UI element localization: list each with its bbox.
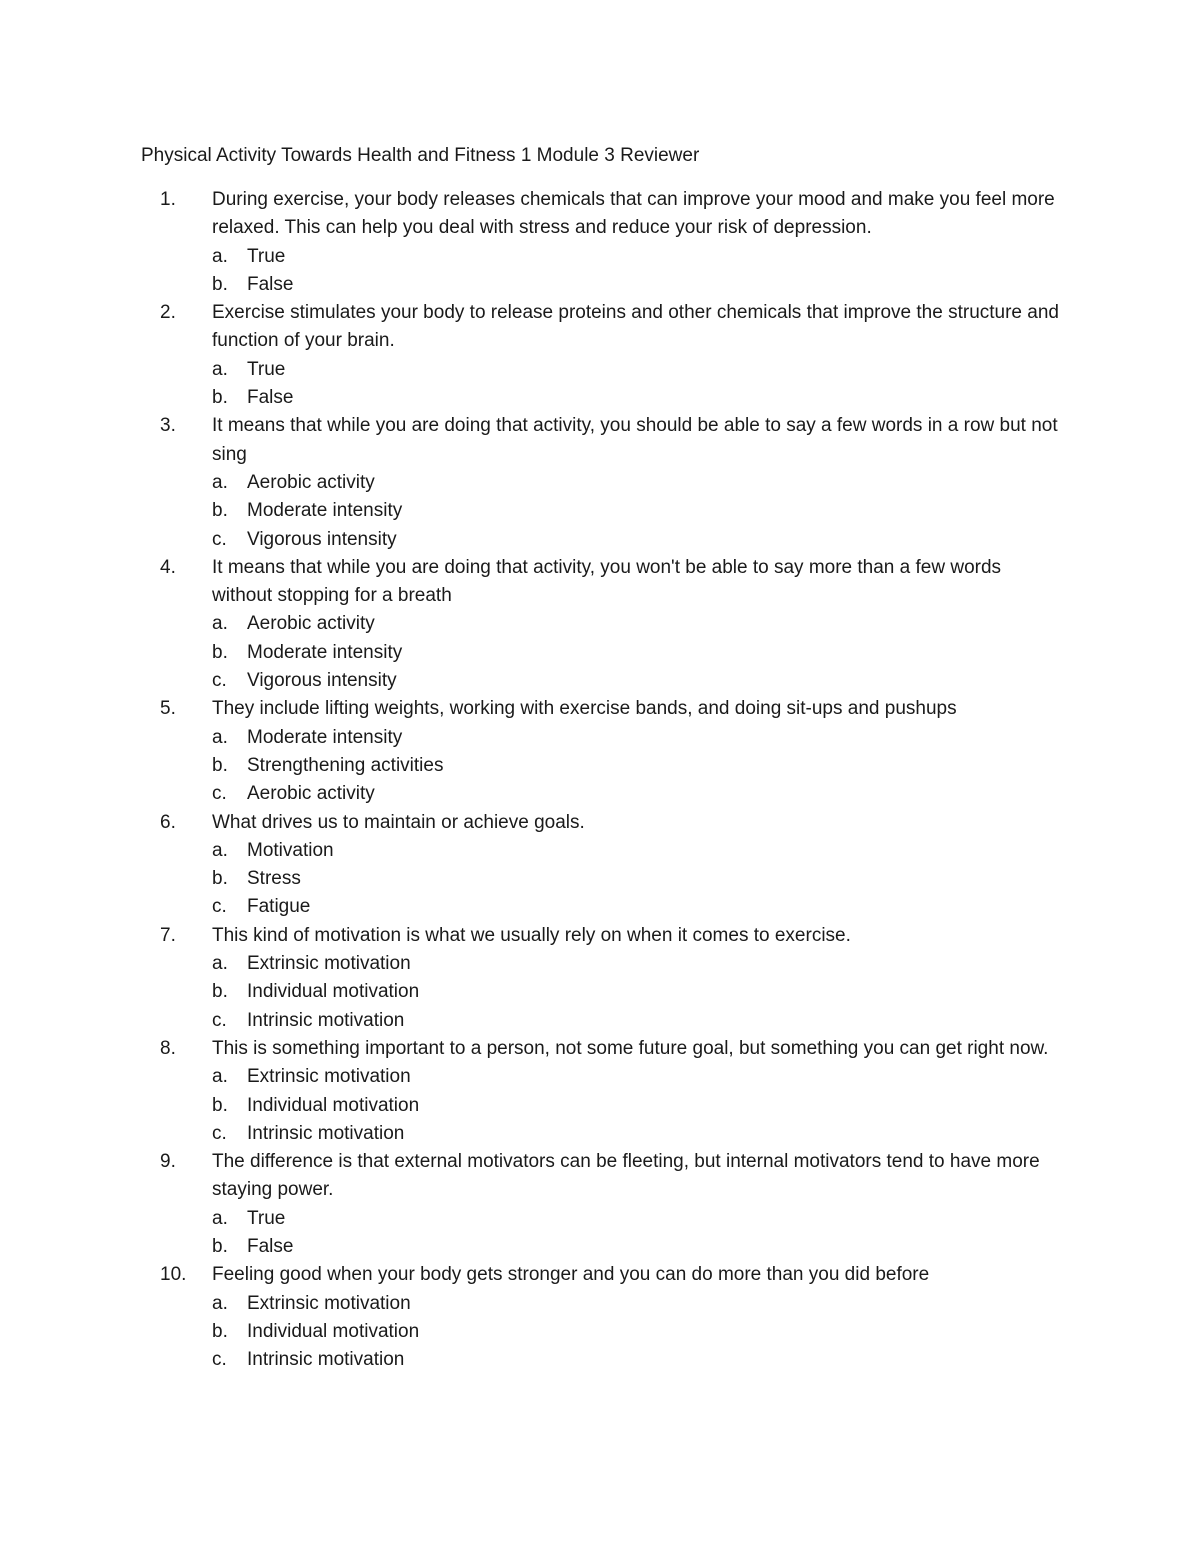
- option-text: True: [247, 358, 286, 380]
- option-letter: a.: [212, 726, 228, 748]
- option-letter: c.: [212, 1009, 227, 1031]
- option-text: Individual motivation: [247, 1094, 420, 1116]
- option-letter: a.: [212, 1292, 228, 1314]
- option-letter: c.: [212, 528, 227, 550]
- question-number: 10.: [160, 1264, 187, 1286]
- question-item: [0, 299, 1200, 412]
- question-item: [0, 1035, 1200, 1148]
- option-letter: a.: [212, 1066, 228, 1088]
- question-number: 2.: [160, 302, 176, 324]
- option-text: Moderate intensity: [247, 641, 403, 663]
- option-letter: c.: [212, 783, 227, 805]
- option-letter: a.: [212, 839, 228, 861]
- option-text: Extrinsic motivation: [247, 1066, 411, 1088]
- option-letter: a.: [212, 358, 228, 380]
- answer-option: [0, 837, 1200, 865]
- option-letter: a.: [212, 245, 228, 267]
- answer-options: [0, 950, 1200, 1035]
- option-letter: a.: [212, 1207, 228, 1229]
- option-text: Moderate intensity: [247, 726, 403, 748]
- question-text: This is something important to a person, not some future goal, but something you can get right now.: [212, 1037, 1049, 1059]
- answer-option: [0, 639, 1200, 667]
- answer-option: [0, 978, 1200, 1006]
- question-item: [0, 412, 1200, 553]
- question-item: [0, 1148, 1200, 1261]
- answer-options: [0, 469, 1200, 554]
- question-number: 9.: [160, 1151, 176, 1173]
- option-text: Extrinsic motivation: [247, 953, 411, 975]
- answer-option: [0, 1063, 1200, 1091]
- question-text: What drives us to maintain or achieve goals.: [212, 811, 585, 833]
- option-letter: c.: [212, 670, 227, 692]
- option-letter: b.: [212, 273, 228, 295]
- answer-options: [0, 356, 1200, 413]
- option-letter: c.: [212, 1349, 227, 1371]
- option-text: True: [247, 1207, 286, 1229]
- option-letter: b.: [212, 868, 228, 890]
- answer-option: [0, 526, 1200, 554]
- option-letter: b.: [212, 1320, 228, 1342]
- question-number: 7.: [160, 924, 176, 946]
- option-text: False: [247, 387, 294, 409]
- option-letter: c.: [212, 1122, 227, 1144]
- answer-option: [0, 893, 1200, 921]
- answer-option: [0, 469, 1200, 497]
- answer-option: [0, 865, 1200, 893]
- question-list: [0, 186, 1200, 1374]
- option-letter: b.: [212, 1235, 228, 1257]
- answer-options: [0, 724, 1200, 809]
- question-text: Exercise stimulates your body to release proteins and other chemicals that improve the structure and function of your brain.: [212, 302, 1059, 352]
- option-letter: b.: [212, 387, 228, 409]
- option-text: Individual motivation: [247, 981, 420, 1003]
- question-text: It means that while you are doing that activity, you should be able to say a few words in a row but not sing: [212, 415, 1058, 465]
- question-number: 3.: [160, 415, 176, 437]
- option-text: Extrinsic motivation: [247, 1292, 411, 1314]
- answer-option: [0, 1318, 1200, 1346]
- answer-options: [0, 837, 1200, 922]
- option-letter: a.: [212, 613, 228, 635]
- answer-option: [0, 1120, 1200, 1148]
- answer-options: [0, 1205, 1200, 1262]
- question-text: During exercise, your body releases chemicals that can improve your mood and make you feel more relaxed. This can help you deal with stress and reduce your risk of depression.: [212, 189, 1055, 239]
- question-item: [0, 554, 1200, 695]
- question-number: 1.: [160, 189, 176, 210]
- option-text: Intrinsic motivation: [247, 1122, 405, 1144]
- option-text: False: [247, 273, 294, 295]
- answer-option: [0, 1290, 1200, 1318]
- option-letter: b.: [212, 641, 228, 663]
- answer-options: [0, 1063, 1200, 1148]
- answer-options: [0, 243, 1200, 300]
- option-letter: b.: [212, 1094, 228, 1116]
- option-text: Vigorous intensity: [247, 670, 397, 692]
- answer-option: [0, 1205, 1200, 1233]
- option-letter: b.: [212, 981, 228, 1003]
- option-text: True: [247, 245, 286, 267]
- option-text: Individual motivation: [247, 1320, 420, 1342]
- document-title: Physical Activity Towards Health and Fitness 1 Module 3 Reviewer: [141, 145, 700, 166]
- option-text: Intrinsic motivation: [247, 1009, 405, 1031]
- answer-option: [0, 1346, 1200, 1374]
- answer-option: [0, 243, 1200, 271]
- option-text: Fatigue: [247, 896, 311, 918]
- answer-option: [0, 1007, 1200, 1035]
- question-number: 4.: [160, 556, 176, 578]
- option-letter: c.: [212, 896, 227, 918]
- answer-option: [0, 271, 1200, 299]
- question-item: [0, 809, 1200, 922]
- answer-option: [0, 497, 1200, 525]
- answer-option: [0, 384, 1200, 412]
- answer-option: [0, 752, 1200, 780]
- answer-option: [0, 1233, 1200, 1261]
- answer-options: [0, 1290, 1200, 1375]
- answer-option: [0, 610, 1200, 638]
- answer-option: [0, 356, 1200, 384]
- option-letter: b.: [212, 754, 228, 776]
- question-text: This kind of motivation is what we usually rely on when it comes to exercise.: [212, 924, 851, 946]
- option-text: Stress: [247, 868, 301, 890]
- question-number: 6.: [160, 811, 176, 833]
- option-text: Aerobic activity: [247, 613, 375, 635]
- question-item: [0, 695, 1200, 808]
- option-letter: b.: [212, 500, 228, 522]
- answer-options: [0, 610, 1200, 695]
- option-text: Aerobic activity: [247, 783, 375, 805]
- option-text: Vigorous intensity: [247, 528, 397, 550]
- answer-option: [0, 724, 1200, 752]
- option-text: Intrinsic motivation: [247, 1349, 405, 1371]
- option-text: Moderate intensity: [247, 500, 403, 522]
- question-item: [0, 922, 1200, 1035]
- option-text: Strengthening activities: [247, 754, 444, 776]
- answer-option: [0, 780, 1200, 808]
- option-text: False: [247, 1235, 294, 1257]
- question-item: [0, 1261, 1200, 1374]
- answer-option: [0, 1092, 1200, 1120]
- question-number: 5.: [160, 698, 176, 720]
- option-text: Aerobic activity: [247, 471, 375, 493]
- option-text: Motivation: [247, 839, 334, 861]
- question-text: The difference is that external motivators can be fleeting, but internal motivators tend to have more staying power.: [212, 1151, 1040, 1201]
- question-number: 8.: [160, 1037, 176, 1059]
- question-text: They include lifting weights, working with exercise bands, and doing sit-ups and pushups: [212, 698, 957, 720]
- option-letter: a.: [212, 953, 228, 975]
- option-letter: a.: [212, 471, 228, 493]
- answer-option: [0, 950, 1200, 978]
- answer-option: [0, 667, 1200, 695]
- question-item: [0, 186, 1200, 299]
- question-text: Feeling good when your body gets stronger and you can do more than you did before: [212, 1264, 930, 1286]
- question-text: It means that while you are doing that activity, you won't be able to say more than a few words without stopping for a breath: [212, 556, 1002, 607]
